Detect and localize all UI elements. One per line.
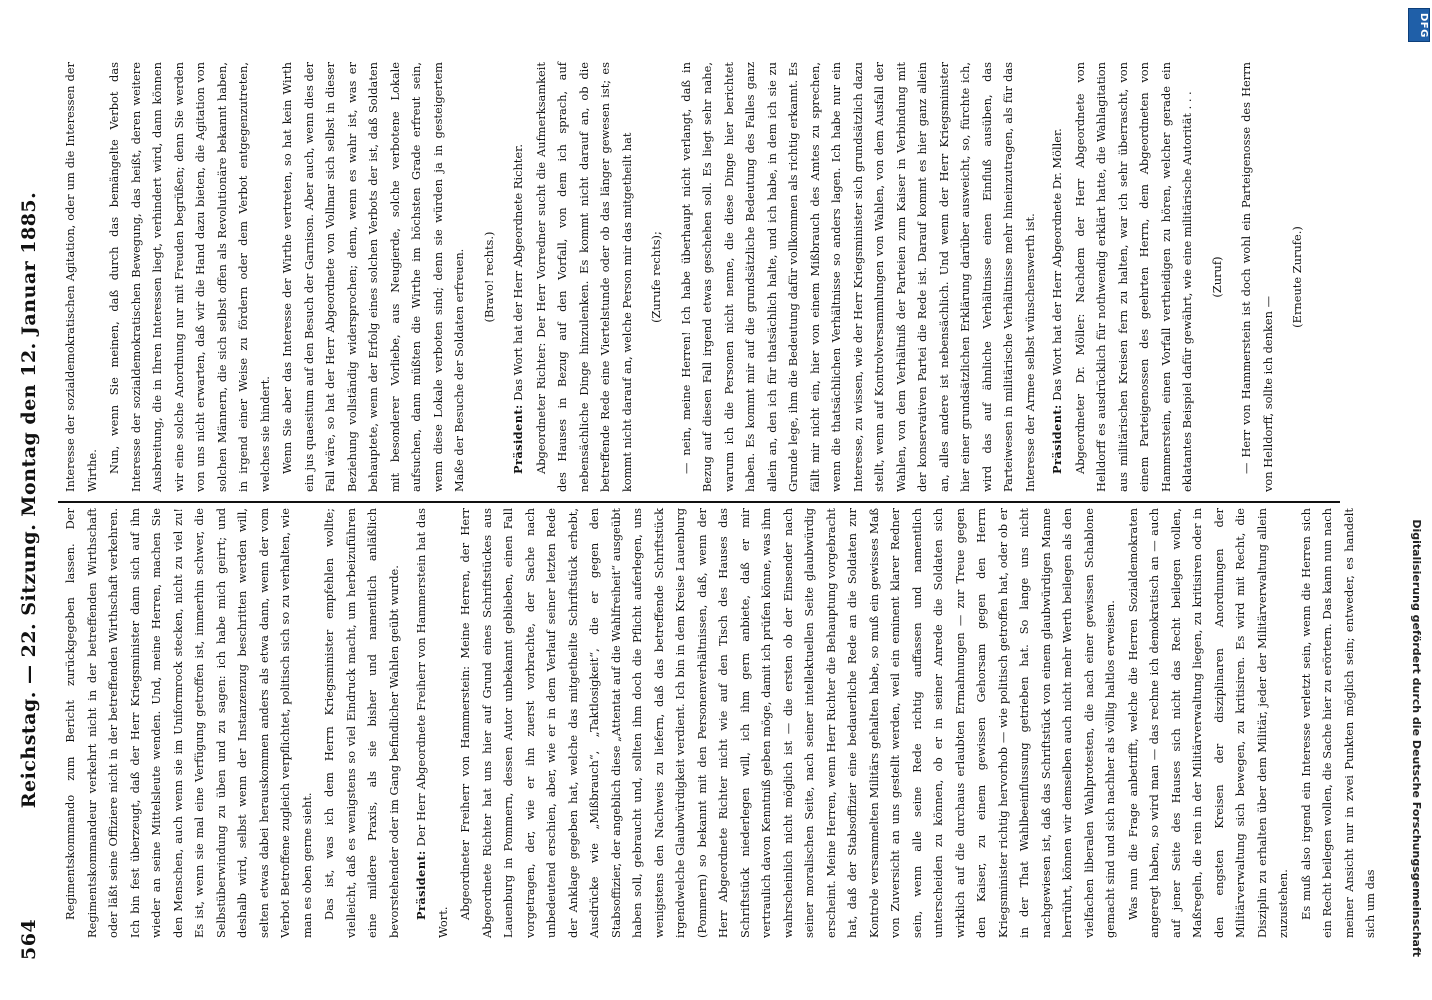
speaker-label: Präsident: xyxy=(511,404,525,474)
stage-direction: (Erneute Zurufe.) xyxy=(1290,226,1304,328)
stage-direction: (Bravo! rechts.) xyxy=(481,231,496,323)
speaker-paragraph xyxy=(508,62,530,492)
left-column xyxy=(60,508,1377,938)
body-paragraph: Abgeordneter Richter: Der Herr Vorredner sucht die Aufmerksamkeit des Hauses in Bezug auf den Vorfall, von dem ich sprach, auf nebensächliche Dinge hinzulenken. Es kommt nicht darauf an, ob die betreffende Rede eine Viertelstunde oder ob das länger gewesen ist; es kommt nicht darauf an, welche Person mir das mitgetheilt hat xyxy=(533,62,634,492)
page-header xyxy=(18,40,48,960)
speaker-text: Das Wort hat der Herr Abgeordnete Richter. xyxy=(511,144,525,405)
body-paragraph: — nein, meine Herren! Ich habe überhaupt nicht verlangt, daß in Bezug auf diesen Fall irgend etwas geschehen soll. Es liegt sehr nahe, warum ich die Personen nicht nenne, die diese Dinge hier berichtet haben. Es kommt mir auf die grundsätzliche Bedeutung des Falles ganz allein an, den ich für thatsächlich halte, und ich habe, in dem ich sie zu Grunde lege, ihm die Bedeutung dafür vollkommen als richtig erkannt. Es fällt mir nicht ein, hier von einem Mißbrauch des Amtes zu sprechen, wenn die thatsächlichen Verhältnisse so anders lagen. Ich habe nur ein Interesse, zu wissen, wie der Herr Kriegsminister sich grundsätzlich dazu stellt, wenn auf Kontrolversammlungen von Wahlen, von dem Ausfall der Wahlen, von dem Verhältniß der Parteien zum Kaiser in Verbindung mit der konservativen Partei die Rede ist. Darauf kommt es hier ganz allein an, alles andere ist nebensächlich. Und wenn der Herr Kriegsminister hier einer grundsätzlichen Erklärung darüber ausweicht, so, fürchte ich, wird das auf ähnliche Verhältnisse einen Einfluß ausüben, das Parteiwesen in militärische Verhältnisse mehr hineinzutragen, als für das Interesse der Armee selbst wünschenswerth ist. xyxy=(678,62,1037,492)
body-paragraph: — Herr von Hammerstein ist doch wohl ein Parteigenosse des Herrn von Helldorff, sollte ich denken — xyxy=(1239,62,1275,492)
running-title: Reichstag. — 22. Sitzung. Montag den 12. Januar 1885. xyxy=(18,191,40,809)
speaker-paragraph xyxy=(1047,62,1069,492)
speaker-label: Präsident: xyxy=(1050,404,1064,474)
speaker-text: Das Wort hat der Herr Abgeordnete Dr. Möller. xyxy=(1050,128,1064,405)
body-paragraph: Regimentskommando zum Bericht zurückgegeben lassen. Der Regimentskommandeur verkehrt nicht in der betreffenden Wirthschaft oder läßt seine Offiziere nicht in der betreffenden Wirthschaft verkehren. Ich bin fest überzeugt, daß der Herr Kriegsminister dann sich auf ihn wieder an seine Mittelsleute wenden. Und, meine Herren, machen Sie den Menschen, auch wenn sie im Uniformrock stecken, nicht zu viel zu! Es ist, wenn sie mal eine Verfügung getroffen ist, immerhin schwer, die Selbstüberwindung zu üben und zu sagen: ich habe mich geirrt; und deshalb wird, selbst wenn der Instanzenzug beschritten werden will, selten etwas dabei herauskommen anders als etwa dann, wenn der vom Verbot Betroffene zugleich verpflichtet, politisch sich so zu verhalten, wie man es oben gerne sieht. xyxy=(63,508,314,938)
body-paragraph: Was nun die Frage anbetrifft, welche die Herren Sozialdemokraten angeregt haben, so wird man — das rechne ich demokratisch an — auch auf jener Seite des Hauses sich nicht das Recht beilegen wollen, Maßregeln, die rein in der Militärverwaltung liegen, zu kritisiren oder in den engsten Kreisen der disziplinaren Anordnungen der Militärverwaltung sich bewegen, zu kritisiren. Es wird mit Recht, die Disziplin zu erhalten über dem Militär, jeder der Militärverwaltung allein zuzustehen. xyxy=(1125,508,1290,938)
body-paragraph: Abgeordneter Freiherr von Hammerstein: Meine Herren, der Herr Abgeordnete Richter hat uns hier auf Grund eines Schriftstückes aus Lauenburg in Pommern, dessen Autor unbekannt geblieben, einen Fall vorgetragen, der, wie er ihn zuerst vorbrachte, der Sache nach unbedeutend erschien, aber, wie er in dem Verlauf seiner letzten Rede der Anklage gegeben hat, welche das mitgetheilte Schriftstück erhebt, Ausdrücke wie „Mißbrauch“, „Taktlosigkeit“, die er gegen den Stabsoffizier, der angeblich diese „Attentat auf die Wahlfreiheit“ ausgeübt haben soll, gebraucht und, sollten ihm doch die Pflicht auferlegen, uns wenigstens den Nachweis zu liefern, daß das betreffende Schriftstück irgendwelche Glaubwürdigkeit verdient. Ich bin in dem Kreise Lauenburg (Pommern) so bekannt mit den Personenverhältnissen, daß, wenn der Herr Abgeordnete Richter nicht wie auf den Tisch des Hauses das Schriftstück niederlegen will, ich ihm gern anbiete, daß er mir vertraulich davon Kenntniß geben möge, damit ich prüfen könne, was ihm wahrscheinlich nicht möglich ist — die ersten ob der Einsender nach seiner moralischen Seite, nach seiner intellektuellen Seite glaubwürdig erscheint. Meine Herren, wenn Herr Richter die Behauptung vorgebracht hat, daß der Stabsoffizier eine bedauerliche Rede an die Soldaten zur Kontrole versammelten Militärs gehalten habe, so muß ein gewisses Maß von Zuversicht an uns gestellt werden, weil ein eminent klarer Redner sein, wenn alle seine Rede richtig auffassen und namentlich unterscheiden zu können, ob er in seiner Anrede die Soldaten sich wirklich auf die durchaus erlaubten Ermahnungen — zur Treue gegen den Kaiser, zu einem gewissen Gehorsam gegen den Herrn Kriegsminister richtig hervorhob — wie politisch getroffen hat, oder ob er in der That Wahlbeeinflussung getrieben hat. So lange uns nicht nachgewiesen ist, daß das Schriftstück von einem glaubwürdigen Manne herrührt, können wir demselben auch nicht mehr Werth beilegen als den vielfachen liberalen Wahlprotesten, die nach einer gewissen Schablone gemacht sind und sich nachher als völlig haltlos erweisen. xyxy=(458,508,1117,938)
speaker-label: Präsident: xyxy=(414,850,428,920)
page-number: 564 xyxy=(18,918,40,960)
dfg-logo-text: DFG xyxy=(1418,13,1429,38)
digitization-note-text: Digitalisierung gefördert durch die Deutsche Forschungsgemeinschaft xyxy=(1410,519,1423,957)
stage-direction: (Zuruf) xyxy=(1209,256,1224,298)
body-paragraph: Das ist, was ich dem Herrn Kriegsminister empfehlen wollte; vielleicht, daß es wenigstens so viel Eindruck macht, um herbeizuführen eine mildere Praxis, als sie bisher und namentlich anläßlich bevorstehender oder im Gang befindlicher Wahlen geübt wurde. xyxy=(322,508,401,938)
body-paragraph: Nun, wenn Sie meinen, daß durch das bemängelte Verbot das Interesse der sozialdemokratischen Bewegung, das heißt, deren weitere Ausbreitung, die in Ihren Interessen liegt, verhindert wird, dann können wir eine solche Anordnung nur mit Freuden begrüßen; denn Sie werden von uns nicht erwarten, daß wir die Hand dazu bieten, die Agitation von solchen Männern, die sich selbst offen als Revolutionäre bekannt haben, in irgend einer Weise zu fördern oder dem Verbot entgegenzutreten, welches sie hindert. xyxy=(107,62,272,492)
right-column xyxy=(60,62,1360,492)
body-paragraph: Wenn Sie aber das Interesse der Wirthe vertreten, so hat kein Wirth ein jus quaesitum auf den Besuch der Garnison. Aber auch, wenn dies der Fall wäre, so hat der Herr Abgeordnete von Vollmar sich selbst in dieser Beziehung vollständig widersprochen; denn, wenn es wahr ist, was er behauptete, wenn der Erfolg eines solchen Verbots der ist, daß Soldaten mit besonderer Vorliebe, aus Neugierde, solche verbotene Lokale aufsuchen, dann müßten die Wirthe im höchsten Grade erfreut sein, wenn diese Lokale verboten sind; denn sie würden ja in gesteigertem Maße der Besuche der Soldaten erfreuen. xyxy=(280,62,466,492)
body-paragraph: Interesse der sozialdemokratischen Agitation, oder um die Interessen der Wirthe. xyxy=(63,62,99,492)
stage-direction: (Zurufe rechts); xyxy=(649,231,663,323)
body-paragraph: Es muß also irgend ein Interesse verletzt sein, wenn die Herren sich ein Recht beilegen wollen, die Sache hier zu erörtern. Das kann nun nach meiner Ansicht nur in zwei Punkten möglich sein; entweder, es handelt sich um das xyxy=(1298,508,1377,938)
digitization-note xyxy=(1403,6,1429,991)
body-paragraph: Abgeordneter Dr. Möller: Nachdem der Herr Abgeordnete von Helldorff es ausdrücklich für nothwendig erklärt hatte, die Wahlagitation aus militärischen Kreisen fern zu halten, war ich sehr überrascht, von einem Parteigenossen des geehrten Herrn, dem Abgeordneten von Hammerstein, einen Vorfall vertheidigen zu hören, welcher gerade ein eklatantes Beispiel dafür gewährt, wie eine militärische Autorität . . . xyxy=(1072,62,1194,492)
speaker-text: Der Herr Abgeordnete Freiherr von Hammerstein hat das Wort. xyxy=(414,508,450,938)
column-rule xyxy=(58,501,1340,503)
speaker-paragraph xyxy=(411,508,454,938)
